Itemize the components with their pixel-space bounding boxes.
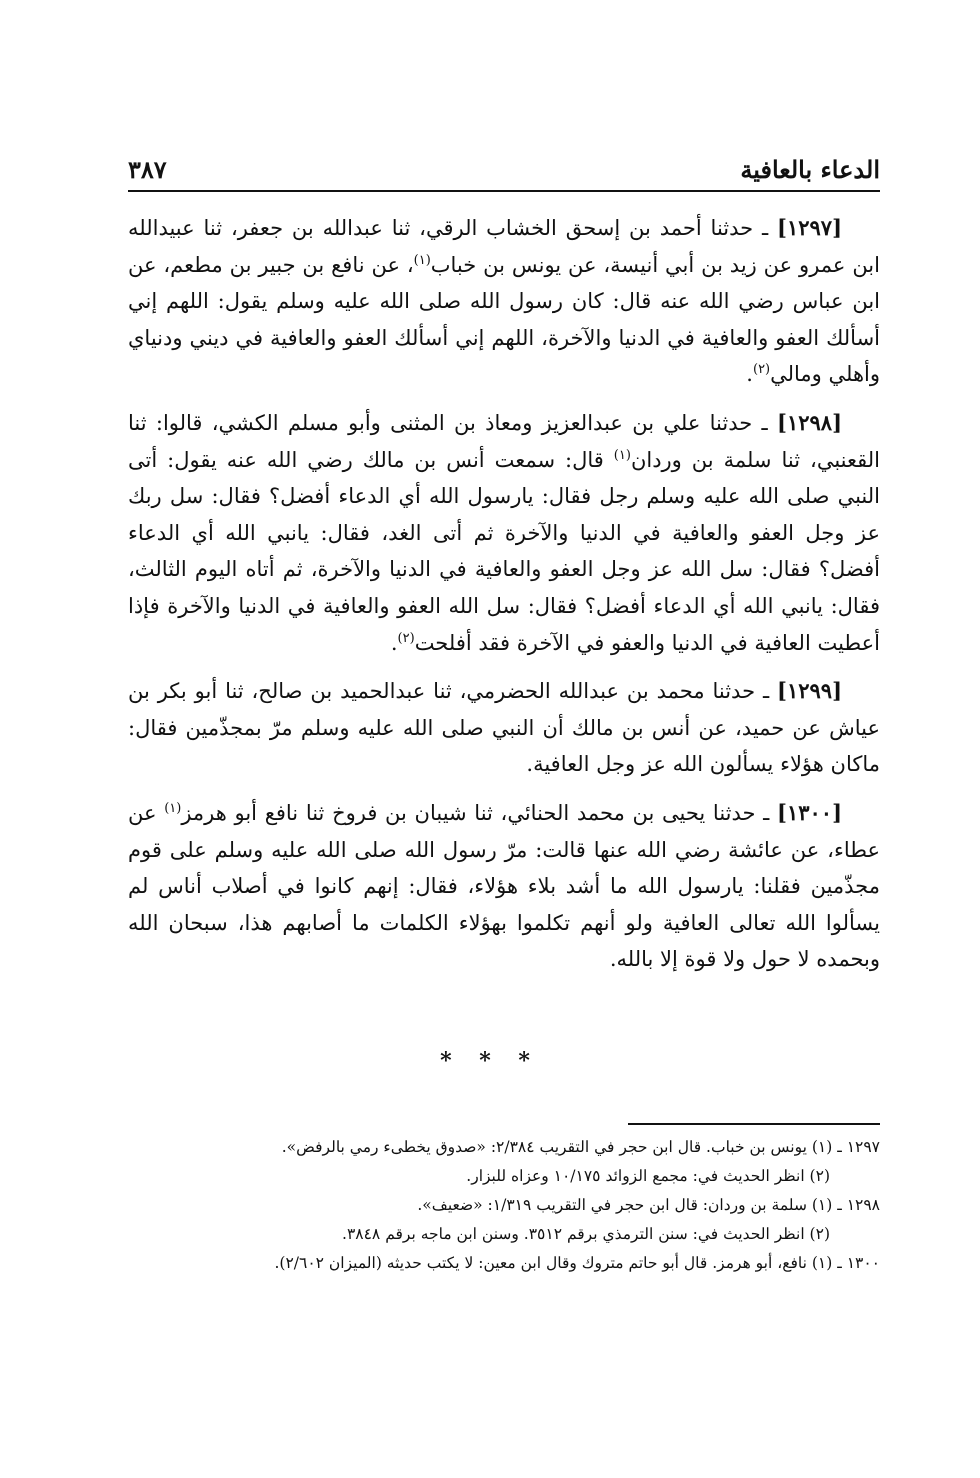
hadith-text: ـ حدثنا يحيى بن محمد الحنائي، ثنا شيبان بن فروخ ثنا نافع أبو هرمز: [181, 800, 777, 825]
footnote-marker: (١): [413, 252, 431, 268]
hadith-text: ـ حدثنا محمد بن عبدالله الحضرمي، ثنا عبدالحميد بن صالح، ثنا أبو بكر بن عياش عن حميد، عن أنس بن مالك أن النبي صلى الله عليه وسلم مرّ بمجذّمين فقال: ماكان هؤلاء يسألون الله عز وجل العافية.: [128, 679, 880, 777]
footnote-marker: (٢): [397, 630, 415, 646]
hadith-number: [١٢٩٨]: [777, 409, 842, 435]
hadith-text: قال: سمعت أنس بن مالك رضي الله عنه يقول: أتى النبي صلى الله عليه وسلم رجل فقال: يارسول الله أي الدعاء أفضل؟ فقال: سل ربك عز وجل العفو والعافية في الدنيا والآخرة ثم أتى الغد، فقال: يانبي الله أي الدعاء أفضل؟ فقال: سل الله عز وجل العفو والعافية في الدنيا والآخرة، ثم أتاه اليوم الثالث، فقال: يانبي الله أي الدعاء أفضل؟ فقال: سل الله العفو والعافية في الدنيا والآخرة فإذا أعطيت العافية في الدنيا والعفو في الآخرة فقد أفلحت: [128, 447, 880, 655]
running-title: الدعاء بالعافية: [740, 155, 880, 184]
hadith-number: [١٣٠٠]: [777, 799, 842, 825]
footnote: (٢) انظر الحديث في: سنن الترمذي برقم ٣٥١٢. وسنن ابن ماجه برقم ٣٨٤٨.: [342, 1225, 830, 1243]
hadith-number: [١٢٩٩]: [777, 678, 842, 704]
page-number: ٣٨٧: [128, 155, 167, 184]
hadith-entry: [128, 405, 880, 661]
hadith-text: عن عطاء، عن عائشة رضي الله عنها قالت: مرّ رسول الله صلى الله عليه وسلم على قوم مجذّمين فقلنا: يارسول الله ما أشد بلاء هؤلاء، فقال: إنهم كانوا في أصلاب أناس لم يسألوا الله تعالى العافية ولو أنهم تكلموا بهؤلاء الكلمات ما أصابهم هذا، سبحان الله وبحمده لا حول ولا قوة إلا بالله.: [128, 800, 880, 972]
page-header: [128, 138, 880, 192]
footnote-marker: (٢): [752, 362, 771, 378]
footnote: (٢) انظر الحديث في: مجمع الزوائد ١٠/١٧٥ وعزاه للبزار.: [466, 1167, 830, 1185]
footnote-marker: (١): [164, 800, 182, 816]
hadith-text: .: [390, 630, 398, 655]
main-text: [128, 210, 880, 990]
footnote: ١٢٩٨ ـ (١) سلمة بن وردان: قال ابن حجر في التقريب ١/٣١٩: «ضعيف».: [417, 1196, 880, 1214]
footnotes: [128, 1133, 880, 1278]
hadith-text: .: [746, 362, 753, 387]
footnote-marker: (١): [613, 447, 631, 463]
section-separator: * * *: [440, 1048, 540, 1074]
footnote: ١٢٩٧ ـ (١) يونس بن خباب. قال ابن حجر في التقريب ٢/٣٨٤: «صدوق يخطىء رمي بالرفض».: [281, 1138, 880, 1156]
footnote-divider: [628, 1123, 880, 1125]
hadith-text: ، عن نافع بن جبير بن مطعم، عن ابن عباس رضي الله عنه قال: كان رسول الله صلى الله عليه وسلم يقول: اللهم إني أسألك العفو والعافية في الدنيا والآخرة، اللهم إني أسألك العفو والعافية في ديني ودنياي وأهلي ومالي: [128, 252, 880, 387]
hadith-entry: [128, 210, 880, 393]
footnote: ١٣٠٠ ـ (١) نافع، أبو هرمز. قال أبو حاتم متروك وقال ابن معين: لا يكتب حديثه (الميزان ٢/٦٠٢).: [274, 1254, 880, 1272]
hadith-text: ـ حدثنا أحمد بن إسحق الخشاب الرقي، ثنا عبدالله بن جعفر، ثنا عبيدالله ابن عمرو عن زيد بن أبي أنيسة، عن يونس بن خباب: [128, 216, 880, 277]
hadith-text: ـ حدثنا علي بن عبدالعزيز ومعاذ بن المثنى وأبو مسلم الكشي، قالوا: ثنا القعنبي، ثنا سلمة بن وردان: [128, 410, 880, 472]
hadith-entry: [128, 795, 880, 978]
hadith-entry: [128, 673, 880, 783]
hadith-number: [١٢٩٧]: [777, 215, 842, 240]
